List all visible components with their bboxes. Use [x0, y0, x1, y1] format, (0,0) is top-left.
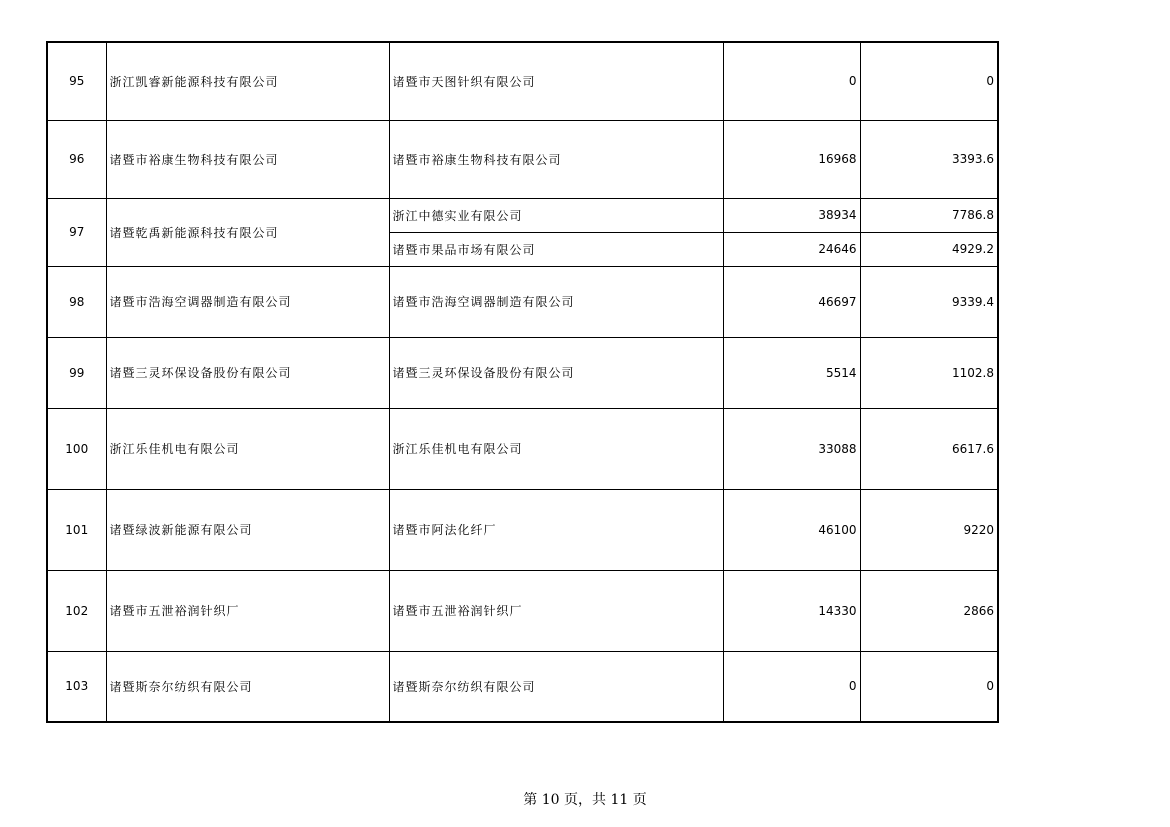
row-number: 95	[47, 42, 106, 120]
table-row	[47, 266, 998, 337]
amount-cell: 46100	[723, 489, 860, 570]
amount-cell: 0	[723, 651, 860, 722]
value-cell: 4929.2	[860, 232, 998, 266]
value-cell: 0	[860, 42, 998, 120]
company-name: 诸暨斯奈尔纺织有限公司	[106, 651, 389, 722]
partner-name: 浙江乐佳机电有限公司	[389, 408, 723, 489]
partner-name: 诸暨三灵环保设备股份有限公司	[389, 337, 723, 408]
partner-name: 诸暨斯奈尔纺织有限公司	[389, 651, 723, 722]
amount-cell: 46697	[723, 266, 860, 337]
row-number: 100	[47, 408, 106, 489]
partner-name: 诸暨市阿法化纤厂	[389, 489, 723, 570]
company-name: 诸暨市浩海空调器制造有限公司	[106, 266, 389, 337]
amount-cell: 24646	[723, 232, 860, 266]
table-row	[47, 120, 998, 198]
value-cell: 7786.8	[860, 198, 998, 232]
table-body	[47, 42, 998, 722]
data-table	[46, 41, 999, 723]
row-number: 98	[47, 266, 106, 337]
amount-cell: 33088	[723, 408, 860, 489]
company-name: 诸暨乾禹新能源科技有限公司	[106, 198, 389, 266]
company-name: 诸暨绿波新能源有限公司	[106, 489, 389, 570]
company-name: 诸暨三灵环保设备股份有限公司	[106, 337, 389, 408]
table-row	[47, 570, 998, 651]
partner-name: 诸暨市果品市场有限公司	[389, 232, 723, 266]
partner-name: 诸暨市浩海空调器制造有限公司	[389, 266, 723, 337]
row-number: 101	[47, 489, 106, 570]
page-footer: 第 10 页，共 11 页	[523, 792, 647, 808]
value-cell: 3393.6	[860, 120, 998, 198]
partner-name: 诸暨市裕康生物科技有限公司	[389, 120, 723, 198]
partner-name: 诸暨市五泄裕润针织厂	[389, 570, 723, 651]
row-number: 96	[47, 120, 106, 198]
value-cell: 2866	[860, 570, 998, 651]
partner-name: 诸暨市天图针织有限公司	[389, 42, 723, 120]
row-number: 97	[47, 198, 106, 266]
company-name: 诸暨市五泄裕润针织厂	[106, 570, 389, 651]
amount-cell: 38934	[723, 198, 860, 232]
table-row	[47, 408, 998, 489]
table-row	[47, 198, 998, 232]
row-number: 99	[47, 337, 106, 408]
amount-cell: 16968	[723, 120, 860, 198]
company-name: 诸暨市裕康生物科技有限公司	[106, 120, 389, 198]
table-row	[47, 42, 998, 120]
amount-cell: 14330	[723, 570, 860, 651]
table-row	[47, 337, 998, 408]
company-name: 浙江凯睿新能源科技有限公司	[106, 42, 389, 120]
row-number: 102	[47, 570, 106, 651]
row-number: 103	[47, 651, 106, 722]
company-name: 浙江乐佳机电有限公司	[106, 408, 389, 489]
amount-cell: 5514	[723, 337, 860, 408]
value-cell: 0	[860, 651, 998, 722]
table-row	[47, 651, 998, 722]
value-cell: 9220	[860, 489, 998, 570]
amount-cell: 0	[723, 42, 860, 120]
value-cell: 9339.4	[860, 266, 998, 337]
value-cell: 1102.8	[860, 337, 998, 408]
value-cell: 6617.6	[860, 408, 998, 489]
partner-name: 浙江中德实业有限公司	[389, 198, 723, 232]
table-row	[47, 489, 998, 570]
